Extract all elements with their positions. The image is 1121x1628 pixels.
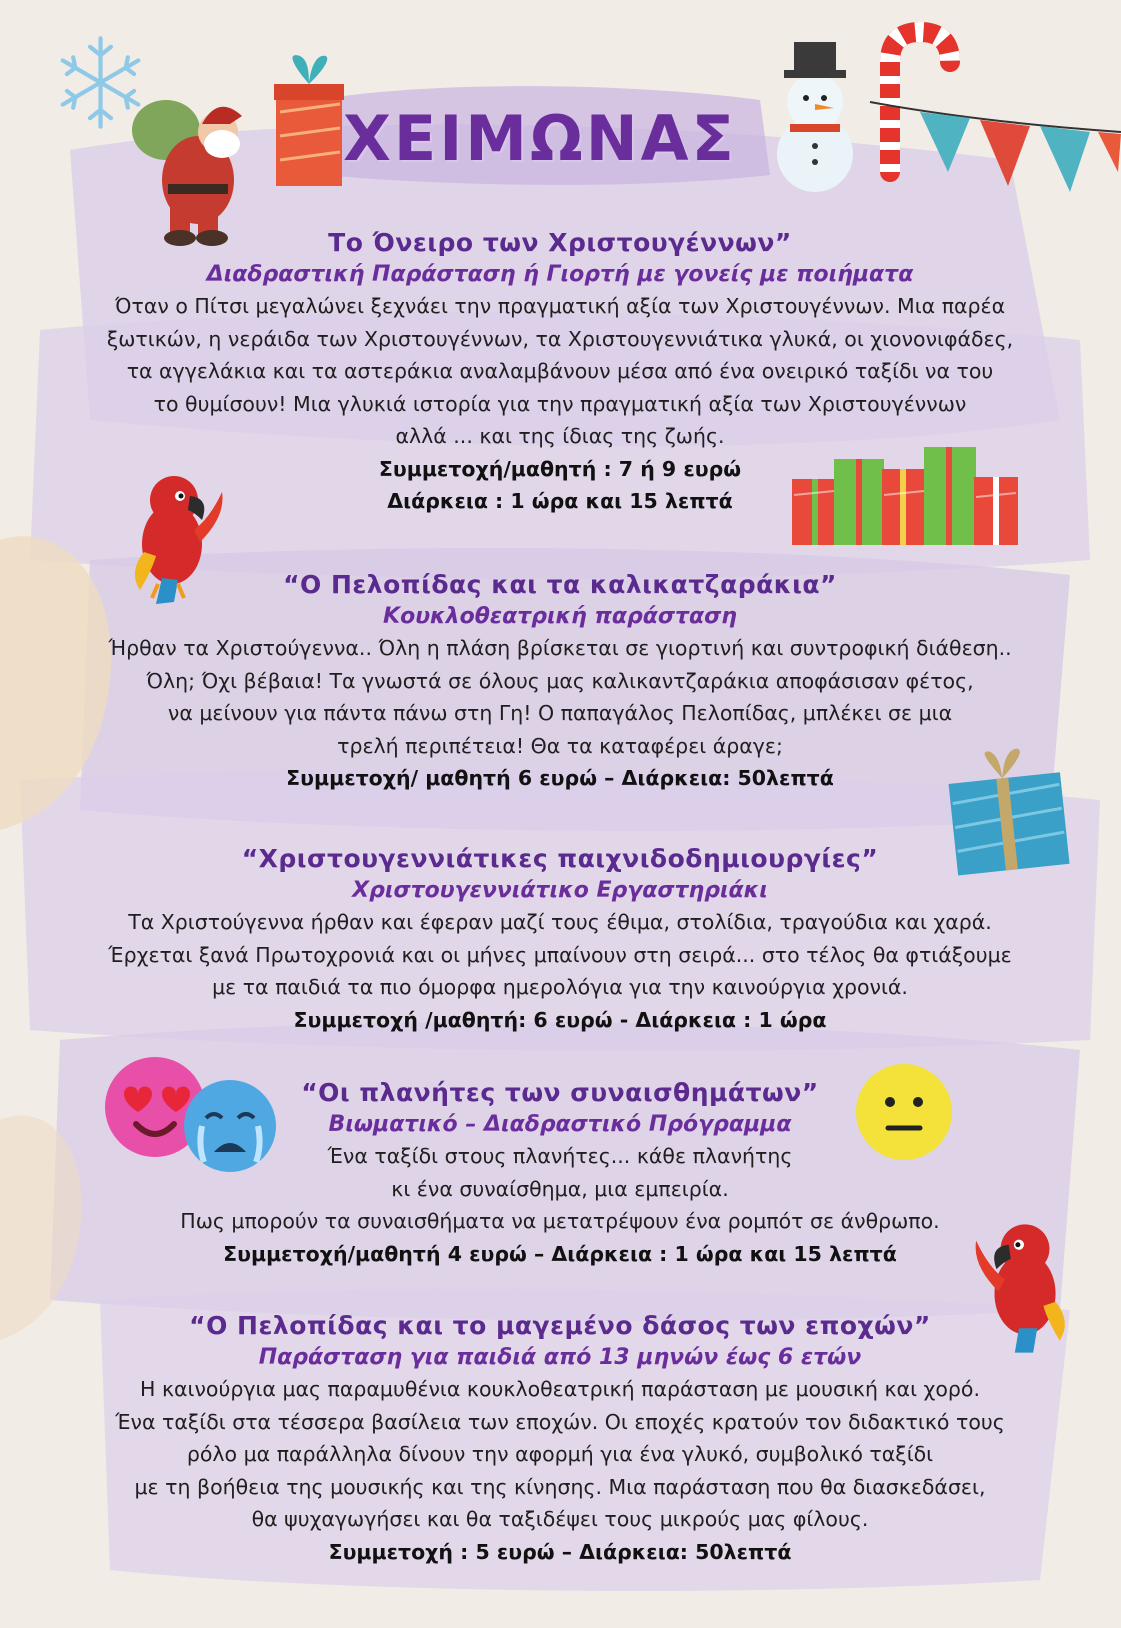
price-duration-detail: Συμμετοχή/μαθητή 4 ευρώ – Διάρκεια : 1 ώρα και 15 λεπτά <box>223 1241 897 1266</box>
event-subtitle: Παράσταση για παιδιά από 13 μηνών έως 6 ετών <box>258 1345 862 1370</box>
description-line: Η καινούργια μας παραμυθένια κουκλοθεατρική παράσταση με μουσική και χορό. <box>140 1377 980 1401</box>
page-title: ΧΕΙΜΩΝΑΣ <box>343 102 737 175</box>
title-banner <box>330 84 750 194</box>
description-line: Έρχεται ξανά Πρωτοχρονιά και οι μήνες μπαίνουν στη σειρά... στο τέλος θα φτιάξουμε <box>108 942 1012 967</box>
description-line: Ένα ταξίδι στους πλανήτες... κάθε πλανήτης <box>327 1144 793 1168</box>
price-duration-detail: Συμμετοχή/ μαθητή 6 ευρώ – Διάρκεια: 50λεπτά <box>286 766 834 790</box>
description-line: ξωτικών, η νεράιδα των Χριστουγέννων, τα Χριστουγεννιάτικα γλυκά, οι χιονονιφάδες, <box>106 326 1014 351</box>
price-duration-detail: Συμμετοχή : 5 ευρώ – Διάρκεια: 50λεπτά <box>328 1539 792 1564</box>
duration-detail: Διάρκεια : 1 ώρα και 15 λεπτά <box>387 488 733 513</box>
price-duration-detail: Συμμετοχή /μαθητή: 6 ευρώ - Διάρκεια : 1 ώρα <box>293 1007 827 1032</box>
event-heading: “Οι πλανήτες των συναισθημάτων” <box>301 1078 819 1107</box>
description-line: Τα Χριστούγεννα ήρθαν και έφεραν μαζί τους έθιμα, στολίδια, τραγούδια και χαρά. <box>128 910 992 934</box>
description-line: Πως μπορούν τα συναισθήματα να μετατρέψουν ένα ρομπότ σε άνθρωπο. <box>180 1209 940 1233</box>
event-heading: “Χριστουγεννιάτικες παιχνιδοδημιουργίες” <box>241 844 879 873</box>
event-subtitle: Χριστουγεννιάτικο Εργαστηριάκι <box>352 878 768 903</box>
event-subtitle: Διαδραστική Παράσταση ή Γιορτή με γονείς με ποιήματα <box>206 262 914 287</box>
description-line: ρόλο μα παράλληλα δίνουν την αφορμή για ένα γλυκό, συμβολικό ταξίδι <box>186 1442 934 1466</box>
description-line: Όλη; Όχι βέβαια! Τα γνωστά σε όλους μας καλικαντζαράκια αποφάσισαν φέτος, <box>146 668 974 693</box>
event-subtitle: Κουκλοθεατρική παράσταση <box>383 604 737 629</box>
description-line: τρελή περιπέτεια! Θα τα καταφέρει άραγε; <box>337 733 783 758</box>
event-section-5 <box>60 1309 1060 1568</box>
event-heading: “Ο Πελοπίδας και τα καλικατζαράκια” <box>283 570 837 599</box>
candy-cane-bunting-icon <box>860 22 1121 212</box>
description-line: αλλά ... και της ίδιας της ζωής. <box>395 424 725 448</box>
description-line: Ήρθαν τα Χριστούγεννα.. Όλη η πλάση βρίσκεται σε γιορτινή και συντροφική διάθεση.. <box>108 636 1012 660</box>
description-line: το θυμίσουν! Μια γλυκιά ιστορία για την πραγματική αξία των Χριστουγέννων <box>153 391 967 416</box>
event-subtitle: Βιωματικό – Διαδραστικό Πρόγραμμα <box>328 1112 792 1137</box>
event-heading: Το Όνειρο των Χριστουγέννων” <box>328 228 792 257</box>
price-detail: Συμμετοχή/μαθητή : 7 ή 9 ευρώ <box>378 456 742 481</box>
event-section-1 <box>60 226 1060 517</box>
description-line: Ένα ταξίδι στα τέσσερα βασίλεια των εποχών. Οι εποχές κρατούν τον διδακτικό τους <box>115 1409 1005 1434</box>
description-line: με τα παιδιά τα πιο όμορφα ημερολόγια για την καινούργια χρονιά. <box>212 975 908 999</box>
event-section-2 <box>60 568 1060 794</box>
description-line: κι ένα συναίσθημα, μια εμπειρία. <box>391 1176 729 1201</box>
santa-claus-icon <box>118 80 258 250</box>
description-line: Όταν ο Πίτσι μεγαλώνει ξεχνάει την πραγματική αξία των Χριστουγέννων. Μια παρέα <box>114 294 1006 318</box>
description-line: τα αγγελάκια και τα αστεράκια αναλαμβάνουν μέσα από ένα ονειρικό ταξίδι να του <box>126 359 994 383</box>
event-section-3 <box>60 842 1060 1036</box>
snowman-icon <box>760 36 870 196</box>
description-line: θα ψυχαγωγήσει και θα ταξιδέψει τους μικρούς μας φίλους. <box>251 1507 869 1531</box>
description-line: να μείνουν για πάντα πάνω στη Γη! Ο παπαγάλος Πελοπίδας, μπλέκει σε μια <box>167 701 953 725</box>
event-section-4 <box>60 1076 1060 1270</box>
event-heading: “Ο Πελοπίδας και το μαγεμένο δάσος των εποχών” <box>189 1311 931 1340</box>
description-line: με τη βοήθεια της μουσικής και της κίνησης. Μια παράσταση που θα διασκεδάσει, <box>134 1474 986 1499</box>
